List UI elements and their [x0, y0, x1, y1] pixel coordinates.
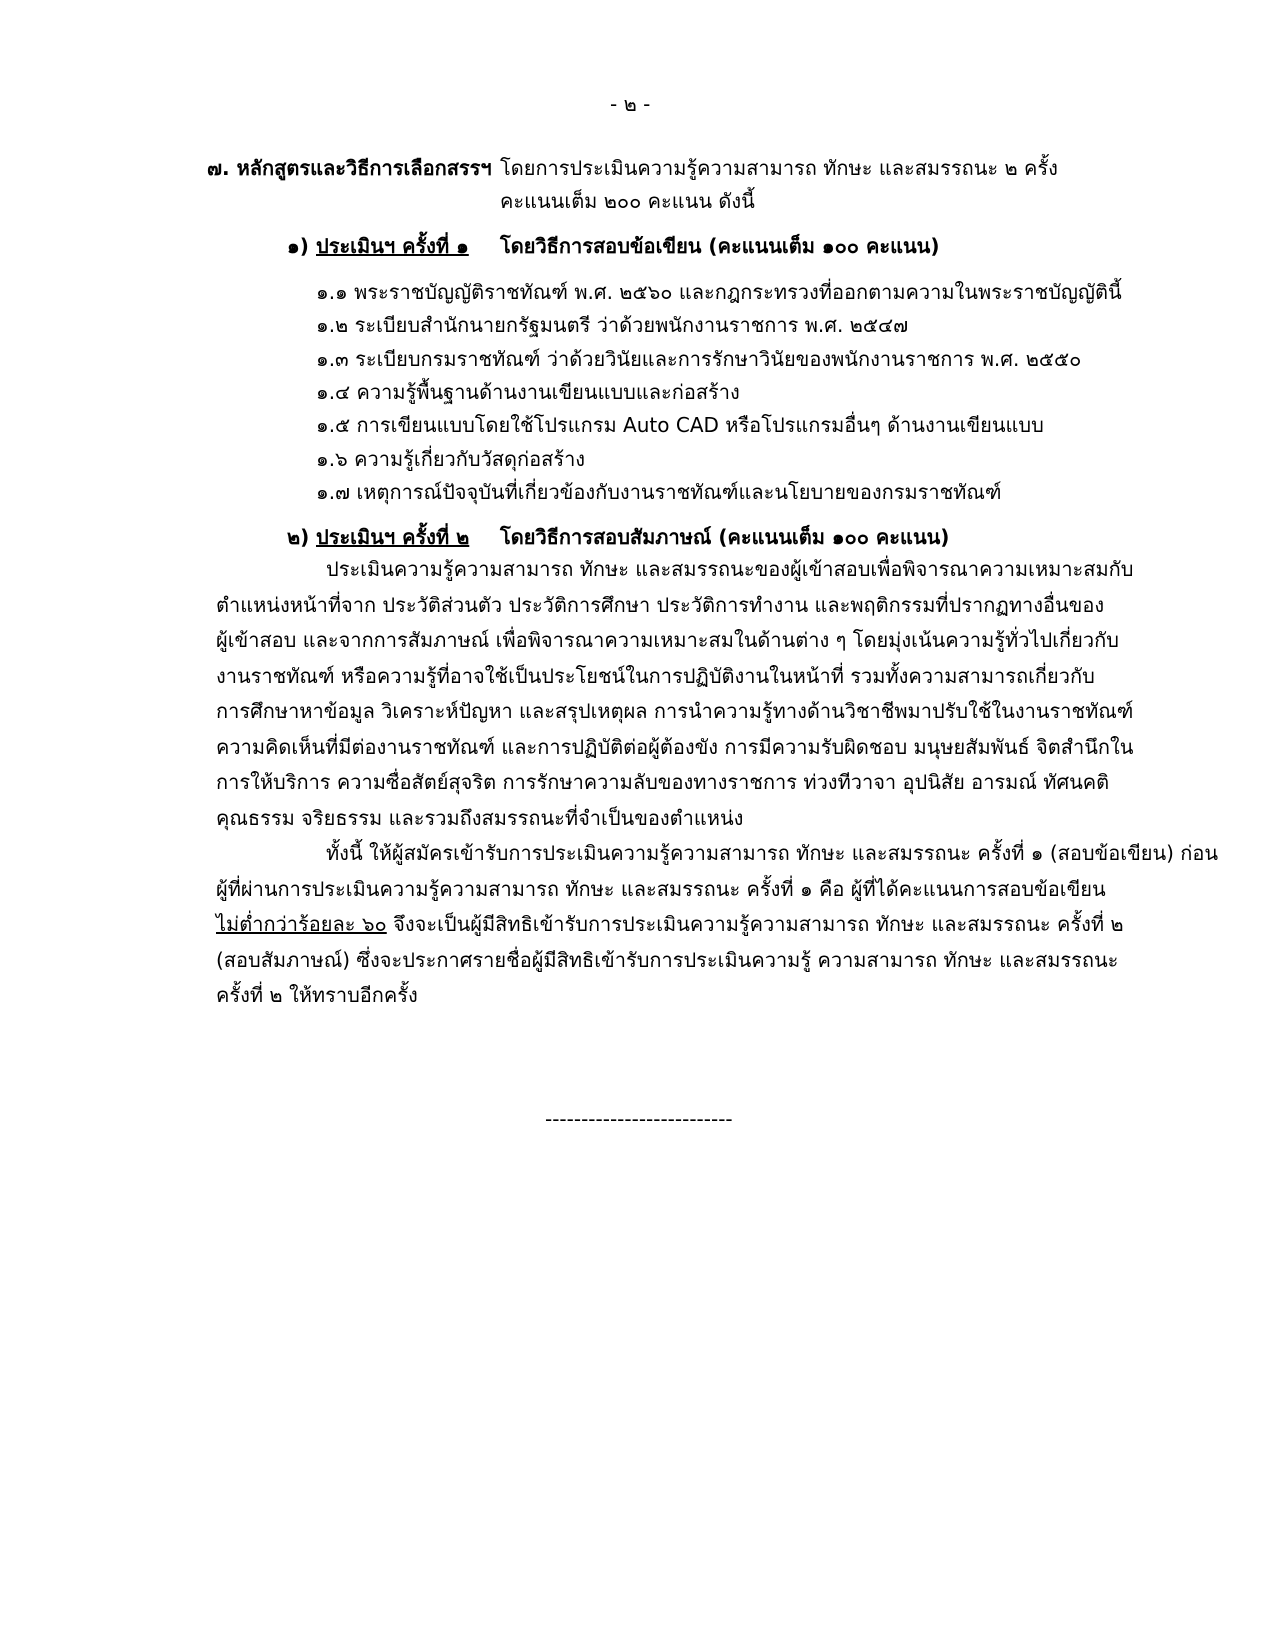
section-heading: ๗. หลักสูตรและวิธีการเลือกสรรฯ [207, 156, 492, 180]
minimum-score-criterion: ไม่ต่ำกว่าร้อยละ ๖๐ [216, 912, 387, 936]
note-line: (สอบสัมภาษณ์) ซึ่งจะประกาศรายชื่อผู้มีสิทธิเข้ารับการประเมินความรู้ ความสามารถ ทักษะ และสมรรถนะ [216, 947, 1119, 972]
assessment2-method: โดยวิธีการสอบสัมภาษณ์ (คะแนนเต็ม ๑๐๐ คะแนน) [500, 525, 950, 549]
page-number: - ๒ - [610, 92, 651, 116]
note-line [216, 907, 1124, 943]
list-item: ๑.๓ ระเบียบกรมราชทัณฑ์ ว่าด้วยวินัยและการรักษาวินัยของพนักงานราชการ พ.ศ. ๒๕๕๐ [316, 347, 1082, 371]
note-line: ครั้งที่ ๒ ให้ทราบอีกครั้ง [216, 983, 418, 1007]
section-description-line2: คะแนนเต็ม ๒๐๐ คะแนน ดังนี้ [500, 189, 755, 213]
assessment2-paragraph [216, 552, 1134, 836]
list-item: ๑.๒ ระเบียบสำนักนายกรัฐมนตรี ว่าด้วยพนักงานราชการ พ.ศ. ๒๕๔๗ [316, 313, 909, 337]
paragraph-line: การให้บริการ ความซื่อสัตย์สุจริต การรักษาความลับของทางราชการ ท่วงทีวาจา อุปนิสัย อารมณ์ ทัศนคติ [216, 770, 1110, 794]
paragraph-line: ประเมินความรู้ความสามารถ ทักษะ และสมรรถนะของผู้เข้าสอบเพื่อพิจารณาความเหมาะสมกับ [326, 557, 1134, 581]
note-line-rest: จึงจะเป็นผู้มีสิทธิเข้ารับการประเมินความรู้ความสามารถ ทักษะ และสมรรถนะ ครั้งที่ ๒ [386, 912, 1124, 936]
list-item: ๑.๖ ความรู้เกี่ยวกับวัสดุก่อสร้าง [316, 447, 586, 471]
note-paragraph [216, 836, 1219, 1014]
assessment1-label: ประเมินฯ ครั้งที่ ๑ [316, 234, 469, 258]
list-item: ๑.๗ เหตุการณ์ปัจจุบันที่เกี่ยวข้องกับงานราชทัณฑ์และนโยบายของกรมราชทัณฑ์ [316, 480, 1002, 504]
list-item: ๑.๕ การเขียนแบบโดยใช้โปรแกรม Auto CAD หรือโปรแกรมอื่นๆ ด้านงานเขียนแบบ [316, 413, 1044, 437]
paragraph-line: ตำแหน่งหน้าที่จาก ประวัติส่วนตัว ประวัติการศึกษา ประวัติการทำงาน และพฤติกรรมที่ปรากฏทางอื่นของ [216, 592, 1105, 617]
paragraph-line: คุณธรรม จริยธรรม และรวมถึงสมรรถนะที่จำเป็นของตำแหน่ง [216, 805, 744, 830]
assessment2-number: ๒) [287, 525, 310, 549]
paragraph-line: ผู้เข้าสอบ และจากการสัมภาษณ์ เพื่อพิจารณาความเหมาะสมในด้านต่าง ๆ โดยมุ่งเน้นความรู้ทั่วไปเกี่ยวกับ [216, 628, 1119, 652]
assessment1-number: ๑) [287, 234, 309, 258]
paragraph-line: ความคิดเห็นที่มีต่องานราชทัณฑ์ และการปฏิบัติต่อผู้ต้องขัง การมีความรับผิดชอบ มนุษยสัมพันธ์ จิตสำนึกใน [216, 734, 1134, 759]
note-line: ทั้งนี้ ให้ผู้สมัครเข้ารับการประเมินความรู้ความสามารถ ทักษะ และสมรรถนะ ครั้งที่ ๑ (สอบข้อเขียน) ก่อน [326, 841, 1219, 865]
paragraph-line: งานราชทัณฑ์ หรือความรู้ที่อาจใช้เป็นประโยชน์ในการปฏิบัติงานในหน้าที่ รวมทั้งความสามารถเกี่ยวกับ [216, 663, 1095, 688]
list-item: ๑.๔ ความรู้พื้นฐานด้านงานเขียนแบบและก่อสร้าง [316, 380, 740, 404]
end-of-document-marker: -------------------------- [545, 1107, 733, 1131]
section-description-line1: โดยการประเมินความรู้ความสามารถ ทักษะ และสมรรถนะ ๒ ครั้ง [500, 156, 1058, 180]
list-item: ๑.๑ พระราชบัญญัติราชทัณฑ์ พ.ศ. ๒๕๖๐ และกฎกระทรวงที่ออกตามความในพระราชบัญญัตินี้ [316, 280, 1122, 304]
assessment1-method: โดยวิธีการสอบข้อเขียน (คะแนนเต็ม ๑๐๐ คะแนน) [500, 234, 940, 258]
paragraph-line: การศึกษาหาข้อมูล วิเคราะห์ปัญหา และสรุปเหตุผล การนำความรู้ทางด้านวิชาชีพมาปรับใช้ในงานราชทัณฑ์ [216, 699, 1134, 723]
note-line: ผู้ที่ผ่านการประเมินความรู้ความสามารถ ทักษะ และสมรรถนะ ครั้งที่ ๑ คือ ผู้ที่ได้คะแนนการสอบข้อเขียน [216, 876, 1106, 901]
assessment2-label: ประเมินฯ ครั้งที่ ๒ [316, 525, 470, 549]
